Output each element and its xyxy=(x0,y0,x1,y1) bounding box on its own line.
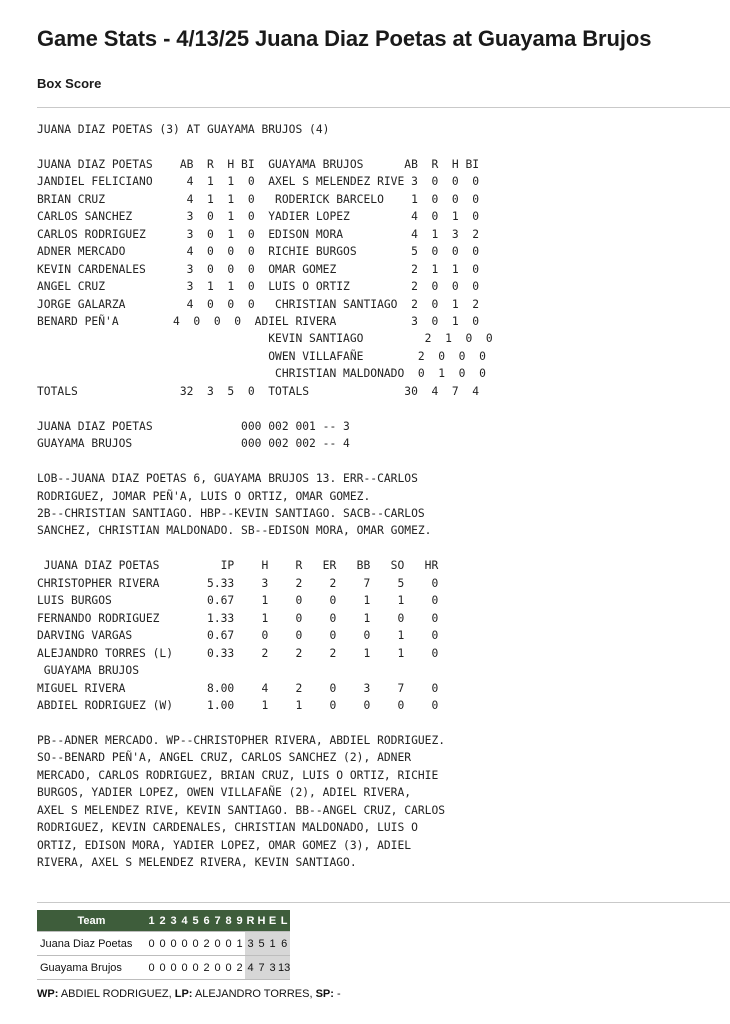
line-score-inning-cell: 0 xyxy=(212,956,223,980)
line-score-inning-cell: 0 xyxy=(146,956,157,980)
box-score-text: JUANA DIAZ POETAS (3) AT GUAYAMA BRUJOS (4) JUANA DIAZ POETAS AB R H BI GUAYAMA BRUJOS AB R H BI JANDIEL FELICIANO 4 1 1 0 AXEL S MELENDEZ RIVE 3 0 0 0 BRIAN CRUZ 4 1 1 0 RODERICK BARCELO 1 0 0 0 CARLOS SANCHEZ 3 0 1 0 YADIER LOPEZ 4 0 1 0 CARLOS RODRIGUEZ 3 0 1 0 EDISON MORA 4 1 3 2 ADNER MERCADO 4 0 0 0 RICHIE BURGOS 5 0 0 0 KEVIN CARDENALES 3 0 0 0 OMAR GOMEZ 2 1 1 0 ANGEL CRUZ 3 1 1 0 LUIS O ORTIZ 2 0 0 0 JORGE GALARZA 4 0 0 0 CHRISTIAN SANTIAGO 2 0 1 2 BENARD PEÑ'A 4 0 0 0 ADIEL RIVERA 3 0 1 0 KEVIN SANTIAGO 2 1 0 0 OWEN VILLAFAÑE 2 0 0 0 CHRISTIAN MALDONADO 0 1 0 0 TOTALS 32 3 5 0 TOTALS 30 4 7 4 JUANA DIAZ POETAS 000 002 001 -- 3 GUAYAMA BRUJOS 000 002 002 -- 4 LOB--JUANA DIAZ POETAS 6, GUAYAMA BRUJOS 13. ERR--CARLOS RODRIGUEZ, JOMAR PEÑ'A, LUIS O ORTIZ, OMAR GOMEZ. 2B--CHRISTIAN SANTIAGO. HBP--KEVIN SANTIAGO. SACB--CARLOS SANCHEZ, CHRISTIAN MALDONADO. SB--EDISON MORA, OMAR GOMEZ. JUANA DIAZ POETAS IP H R ER BB SO HR CHRISTOPHER RIVERA 5.33 3 2 2 7 5 0 LUIS BURGOS 0.67 1 0 0 1 1 0 FERNANDO RODRIGUEZ 1.33 1 0 0 1 0 0 DARVING VARGAS 0.67 0 0 0 0 1 0 ALEJANDRO TORRES (L) 0.33 2 2 2 1 1 0 GUAYAMA BRUJOS MIGUEL RIVERA 8.00 4 2 0 3 7 0 ABDIEL RODRIGUEZ (W) 1.00 1 1 0 0 0 0 PB--ADNER MERCADO. WP--CHRISTOPHER RIVERA, ABDIEL RODRIGUEZ. SO--BENARD PEÑ'A, ANGEL CRUZ, CARLOS SANCHEZ (2), ADNER MERCADO, CARLOS RODRIGUEZ, BRIAN CRUZ, LUIS O ORTIZ, RICHIE BURGOS, YADIER LOPEZ, OWEN VILLAFAÑE (2), ADIEL RIVERA, AXEL S MELENDEZ RIVE, KEVIN SANTIAGO. BB--ANGEL CRUZ, CARLOS RODRIGUEZ, KEVIN CARDENALES, CHRISTIAN MALDONADO, LUIS O ORTIZ, EDISON MORA, YADIER LOPEZ, OMAR GOMEZ (3), ADIEL RIVERA, AXEL S MELENDEZ RIVERA, KEVIN SANTIAGO. xyxy=(37,123,493,870)
line-score-inning-cell: 2 xyxy=(234,956,245,980)
line-score-row xyxy=(37,932,290,956)
line-score-inning-cell: 2 xyxy=(201,932,212,956)
line-score-col-7: 7 xyxy=(212,910,223,932)
line-score-col-4: 4 xyxy=(179,910,190,932)
line-score-col-H: H xyxy=(256,910,267,932)
divider xyxy=(37,902,730,903)
line-score-inning-cell: 0 xyxy=(179,932,190,956)
line-score-col-L: L xyxy=(278,910,290,932)
line-score-col-6: 6 xyxy=(201,910,212,932)
line-score-inning-cell: 1 xyxy=(234,932,245,956)
line-score-total-cell: 5 xyxy=(256,932,267,956)
line-score-inning-cell: 0 xyxy=(190,956,201,980)
losing-pitcher: ALEJANDRO TORRES, xyxy=(194,988,313,1000)
line-score-table xyxy=(37,910,290,980)
line-score-col-3: 3 xyxy=(168,910,179,932)
pitching-decisions xyxy=(37,988,341,1000)
line-score-total-cell: 6 xyxy=(278,932,290,956)
line-score-col-8: 8 xyxy=(223,910,234,932)
line-score-col-1: 1 xyxy=(146,910,157,932)
line-score-team-name: Guayama Brujos xyxy=(37,956,146,980)
line-score-col-9: 9 xyxy=(234,910,245,932)
winning-pitcher: ABDIEL RODRIGUEZ, xyxy=(60,988,172,1000)
wp-label: WP: xyxy=(37,988,59,1000)
divider xyxy=(37,107,730,108)
line-score-total-cell: 4 xyxy=(245,956,256,980)
line-score-row xyxy=(37,956,290,980)
lp-label: LP: xyxy=(174,988,193,1000)
line-score-header-row xyxy=(37,910,290,932)
line-score-total-cell: 3 xyxy=(267,956,278,980)
line-score-inning-cell: 0 xyxy=(157,932,168,956)
line-score-col-E: E xyxy=(267,910,278,932)
save-pitcher: - xyxy=(336,988,341,1000)
line-score-col-2: 2 xyxy=(157,910,168,932)
line-score-team-name: Juana Diaz Poetas xyxy=(37,932,146,956)
line-score-col-R: R xyxy=(245,910,256,932)
line-score-inning-cell: 0 xyxy=(168,956,179,980)
line-score-inning-cell: 0 xyxy=(212,932,223,956)
line-score-col-5: 5 xyxy=(190,910,201,932)
line-score-total-cell: 13 xyxy=(278,956,290,980)
line-score-team-header: Team xyxy=(37,910,146,932)
line-score-inning-cell: 2 xyxy=(201,956,212,980)
line-score-inning-cell: 0 xyxy=(146,932,157,956)
sp-label: SP: xyxy=(315,988,334,1000)
line-score-inning-cell: 0 xyxy=(223,956,234,980)
line-score-inning-cell: 0 xyxy=(157,956,168,980)
line-score-inning-cell: 0 xyxy=(168,932,179,956)
line-score-total-cell: 1 xyxy=(267,932,278,956)
line-score-total-cell: 3 xyxy=(245,932,256,956)
line-score-inning-cell: 0 xyxy=(179,956,190,980)
line-score-inning-cell: 0 xyxy=(190,932,201,956)
line-score-inning-cell: 0 xyxy=(223,932,234,956)
section-title: Box Score xyxy=(37,76,102,91)
page-title: Game Stats - 4/13/25 Juana Diaz Poetas at Guayama Brujos xyxy=(37,26,652,51)
line-score-total-cell: 7 xyxy=(256,956,267,980)
